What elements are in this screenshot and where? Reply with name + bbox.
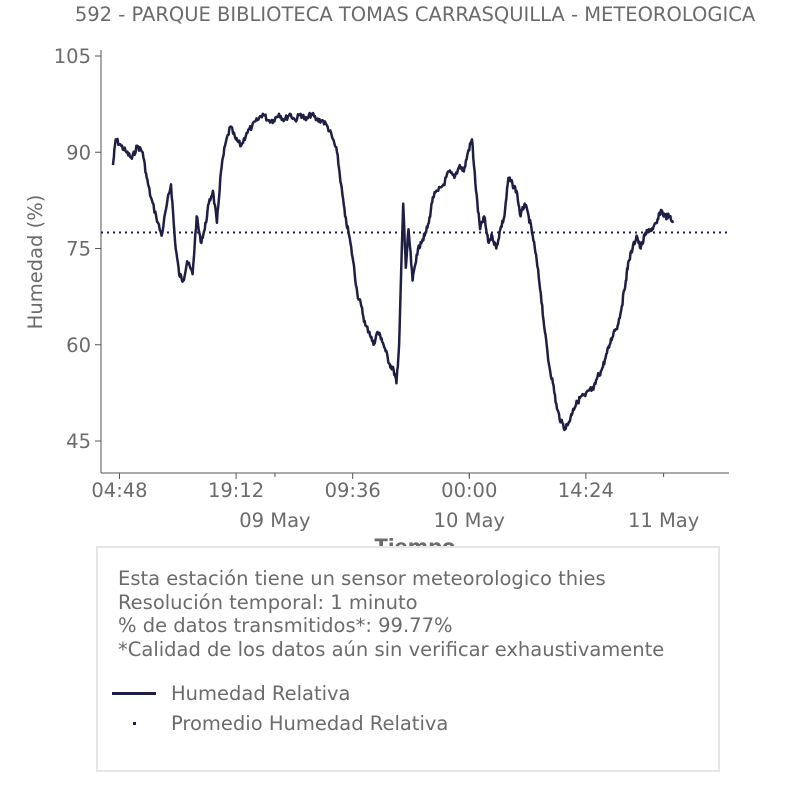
y-tick-label: 90 <box>66 141 91 165</box>
x-tick-label: 19:12 <box>207 479 265 502</box>
chart-title: 592 - PARQUE BIBLIOTECA TOMAS CARRASQUILLA - METEOROLOGICA <box>74 3 756 26</box>
x-day-label: 10 May <box>433 509 505 532</box>
y-ticks <box>54 45 101 453</box>
x-day-label: 11 May <box>627 509 700 532</box>
info-line-resolution: Resolución temporal: 1 minuto <box>118 590 418 614</box>
legend-item-humidity <box>112 681 351 705</box>
x-ticks <box>91 473 699 532</box>
series-humidity <box>113 113 673 430</box>
info-box <box>96 546 720 772</box>
legend-label-average: Promedio Humedad Relativa <box>171 711 449 735</box>
info-line-quality-note: *Calidad de los datos aún sin verificar exhaustivamente <box>118 637 665 661</box>
x-tick-label: 00:00 <box>441 479 498 502</box>
info-line-sensor: Esta estación tiene un sensor meteorologico thies <box>118 567 606 590</box>
x-tick-label: 04:48 <box>91 479 148 502</box>
y-axis-label: Humedad (%) <box>24 194 47 330</box>
legend-label-humidity: Humedad Relativa <box>171 681 351 705</box>
legend-line-swatch <box>112 683 156 703</box>
y-tick-label: 75 <box>66 237 91 261</box>
info-line-data-transmitted: % de datos transmitidos*: 99.77% <box>118 614 453 637</box>
y-tick-label: 105 <box>53 45 91 68</box>
y-tick-label: 60 <box>66 333 91 357</box>
y-tick-label: 45 <box>66 430 91 453</box>
x-tick-label: 14:24 <box>557 479 614 502</box>
x-day-label: 09 May <box>239 509 311 532</box>
legend-item-average <box>112 711 448 735</box>
x-tick-label: 09:36 <box>324 479 381 502</box>
info-text <box>118 567 664 661</box>
legend-dot-swatch <box>112 713 156 733</box>
